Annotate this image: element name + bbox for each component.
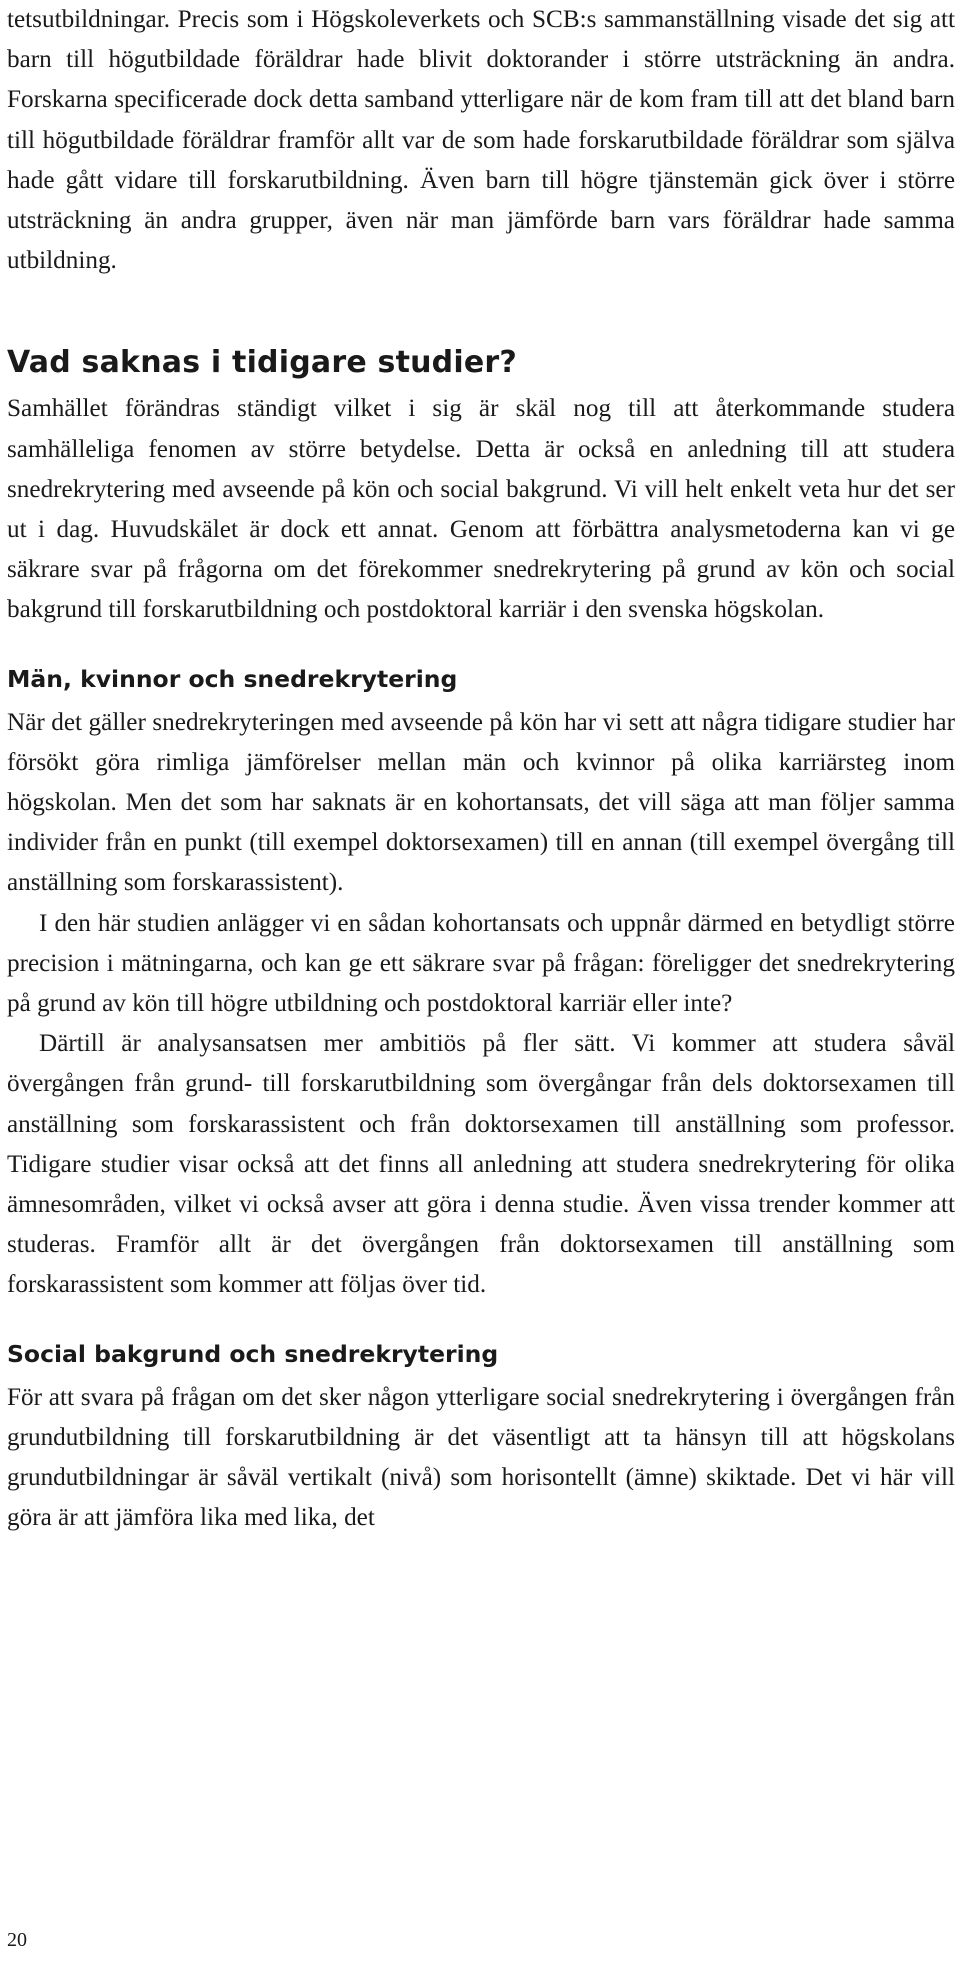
paragraph-gender-1: När det gäller snedrekryteringen med avseende på kön har vi sett att några tidigare studier har försökt göra rimliga jämförelser mellan män och kvinnor på olika karriärsteg inom högskolan. Men det som har saknats är en kohortansats, det vill säga att man följer samma individer från en punkt (till exempel doktorsexamen) till en annan (till exempel övergång till anställning som forskarassistent). bbox=[7, 708, 955, 897]
page-number: 20 bbox=[7, 1929, 27, 1951]
paragraph-previous-studies: Samhället förändras ständigt vilket i sig är skäl nog till att återkommande studera samhälleliga fenomen av större betydelse. Detta är också en anledning till att studera snedrekrytering med avseende på kön och social bakgrund. Vi vill helt enkelt veta hur det ser ut i dag. Huvudskälet är dock ett annat. Genom att förbättra analysmetoderna kan vi ge säkrare svar på frågorna om det förekommer snedrekrytering på grund av kön och social bakgrund till forskarutbildning och postdoktoral karriär i den svenska högskolan. bbox=[7, 395, 955, 624]
section-heading-gender: Män, kvinnor och snedrekrytering bbox=[7, 664, 458, 693]
section-heading-previous-studies: Vad saknas i tidigare studier? bbox=[7, 345, 517, 381]
paragraph-gender-2: I den här studien anlägger vi en sådan kohortansats och uppnår därmed en betydligt större precision i mätningarna, och kan ge ett säkrare svar på frågan: föreligger det snedrekrytering på grund av kön till högre utbildning och postdoktoral karriär eller inte? bbox=[7, 909, 955, 1018]
section-heading-social-background: Social bakgrund och snedrekrytering bbox=[7, 1339, 499, 1368]
document-page bbox=[7, 0, 955, 1539]
paragraph-gender-3: Därtill är analysansatsen mer ambitiös på fler sätt. Vi kommer att studera såväl övergången från grund- till forskarutbildning som övergångar från dels doktorsexamen till anställning som forskarassistent och från doktorsexamen till anställning som professor. Tidigare studier visar också att det finns all anledning att studera snedrekrytering för olika ämnesområden, vilket vi också avser att göra i denna studie. Även vissa trender kommer att studeras. Framför allt är det övergången från doktorsexamen till anställning som forskarassistent som kommer att följas över tid. bbox=[7, 1030, 955, 1299]
intro-paragraph: tetsutbildningar. Precis som i Högskoleverkets och SCB:s sammanställning visade det sig att barn till högutbildade föräldrar hade blivit doktorander i större utsträckning än andra. Forskarna specificerade dock detta samband ytterligare när de kom fram till att det bland barn till högutbildade föräldrar framför allt var de som hade forskarutbildade föräldrar som själva hade gått vidare till forskarutbildning. Även barn till högre tjänstemän gick över i större utsträckning än andra grupper, även när man jämförde barn vars föräldrar hade samma utbildning. bbox=[7, 6, 955, 275]
paragraph-social-background: För att svara på frågan om det sker någon ytterligare social snedrekrytering i övergången från grundutbildning till forskarutbildning är det väsentligt att ta hänsyn till att högskolans grundutbildningar är såväl vertikalt (nivå) som horisontellt (ämne) skiktade. Det vi här vill göra är att jämföra lika med lika, det bbox=[7, 1383, 955, 1532]
